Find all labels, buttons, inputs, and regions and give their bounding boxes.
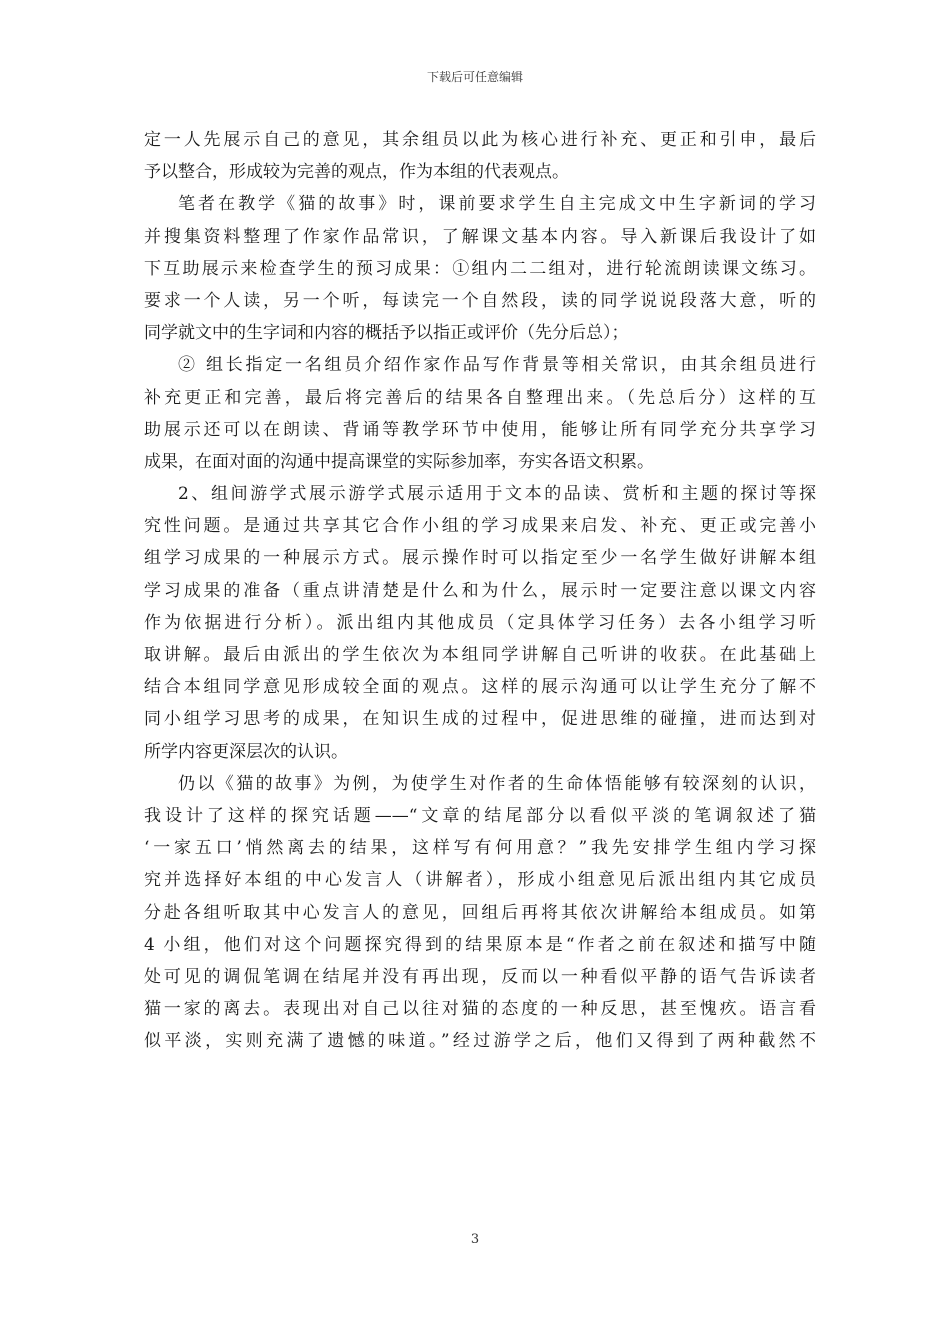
text-line: 究并选择好本组的中心发言人（讲解者），形成小组意见后派出组内其它成员 bbox=[144, 870, 816, 891]
text-line: 仍以《猫的故事》为例，为使学生对作者的生命体悟能够有较深刻的认识， bbox=[178, 773, 816, 794]
text-line: 成果，在面对面的沟通中提高课堂的实际参加率，夯实各语文积累。 bbox=[144, 451, 654, 472]
text-line: 下互助展示来检查学生的预习成果：①组内二二组对，进行轮流朗读课文练习。 bbox=[144, 258, 816, 279]
document-body bbox=[144, 124, 816, 1057]
text-line: ② 组长指定一名组员介绍作家作品写作背景等相关常识，由其余组员进行 bbox=[178, 355, 816, 376]
text-line: ‘一家五口’悄然离去的结果，这样写有何用意？”我先安排学生组内学习探 bbox=[144, 838, 816, 859]
text-line: 学习成果的准备（重点讲清楚是什么和为什么，展示时一定要注意以课文内容 bbox=[144, 580, 816, 601]
page-number: 3 bbox=[470, 1232, 480, 1247]
text-line: 予以整合，形成较为完善的观点，作为本组的代表观点。 bbox=[144, 162, 569, 183]
text-line: 所学内容更深层次的认识。 bbox=[144, 741, 348, 762]
text-line: 并搜集资料整理了作家作品常识，了解课文基本内容。导入新课后我设计了如 bbox=[144, 226, 816, 247]
text-line: 作为依据进行分析）。派出组内其他成员（定具体学习任务）去各小组学习听 bbox=[144, 612, 816, 633]
text-line: 究性问题。是通过共享其它合作小组的学习成果来启发、补充、更正或完善小 bbox=[144, 516, 816, 537]
text-line: 同小组学习思考的成果，在知识生成的过程中，促进思维的碰撞，进而达到对 bbox=[144, 709, 816, 730]
text-line: 定一人先展示自己的意见，其余组员以此为核心进行补充、更正和引申，最后 bbox=[144, 130, 816, 150]
page-header: 下载后可任意编辑 bbox=[426, 70, 523, 84]
text-line: 要求一个人读，另一个听，每读完一个自然段，读的同学说说段落大意，听的 bbox=[144, 290, 816, 311]
text-line: 4 小组，他们对这个问题探究得到的结果原本是“作者之前在叙述和描写中随 bbox=[144, 934, 816, 955]
text-line: 同学就文中的生字词和内容的概括予以指正或评价（先分后总）； bbox=[144, 323, 629, 344]
text-line: 取讲解。最后由派出的学生依次为本组同学讲解自己听讲的收获。在此基础上 bbox=[144, 645, 816, 665]
text-line: 补充更正和完善，最后将完善后的结果各自整理出来。（先总后分）这样的互 bbox=[144, 387, 816, 408]
text-line: 似平淡，实则充满了遗憾的味道。”经过游学之后，他们又得到了两种截然不 bbox=[144, 1031, 816, 1052]
text-line: 分赴各组听取其中心发言人的意见，回组后再将其依次讲解给本组成员。如第 bbox=[144, 902, 816, 923]
text-line: 处可见的调侃笔调在结尾并没有再出现，反而以一种看似平静的语气告诉读者 bbox=[144, 966, 816, 987]
text-line: 我设计了这样的探究话题——“文章的结尾部分以看似平淡的笔调叙述了猫 bbox=[144, 805, 816, 826]
text-line: 笔者在教学《猫的故事》时，课前要求学生自主完成文中生字新词的学习 bbox=[178, 194, 816, 215]
text-line: 结合本组同学意见形成较全面的观点。这样的展示沟通可以让学生充分了解不 bbox=[144, 677, 816, 698]
text-line: 2、组间游学式展示游学式展示适用于文本的品读、赏析和主题的探讨等探 bbox=[178, 484, 816, 505]
text-line: 猫一家的离去。表现出对自己以往对猫的态度的一种反思，甚至愧疚。语言看 bbox=[144, 999, 816, 1020]
text-line: 组学习成果的一种展示方式。展示操作时可以指定至少一名学生做好讲解本组 bbox=[144, 548, 816, 569]
text-line: 助展示还可以在朗读、背诵等教学环节中使用，能够让所有同学充分共享学习 bbox=[144, 419, 816, 440]
